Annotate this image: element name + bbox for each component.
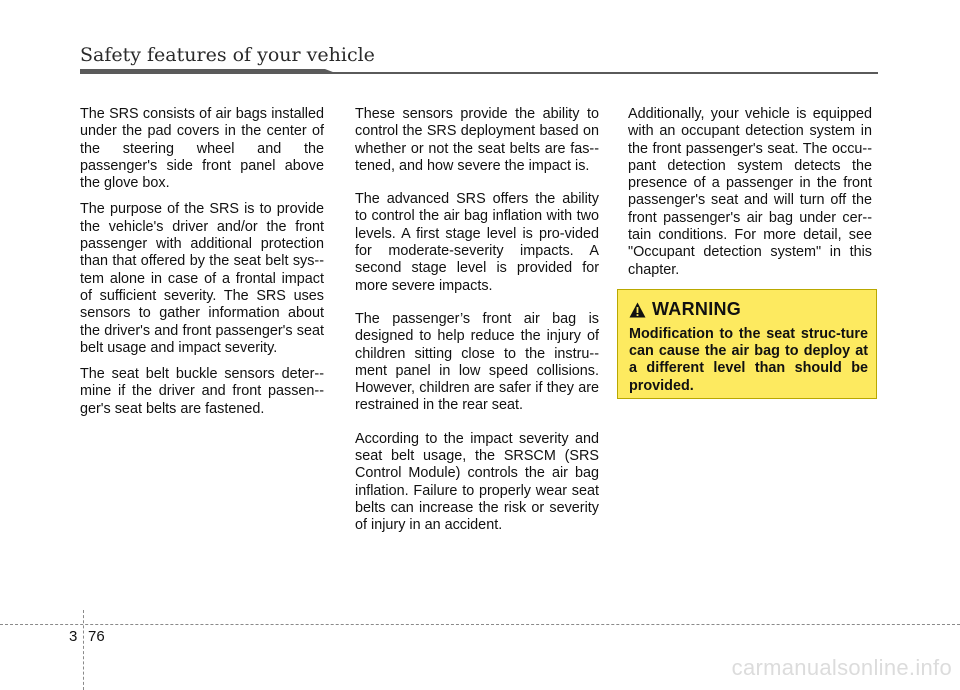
- watermark: carmanualsonline.info: [731, 655, 952, 680]
- page-number: 76: [88, 628, 105, 645]
- footer-vertical-divider: [83, 610, 84, 690]
- warning-title: WARNING: [652, 299, 742, 319]
- paragraph: The advanced SRS offers the ability to control the air bag inflation with two levels. A first stage level is pro-vided for moderate-severity impacts. A second stage level is provided for more severe impacts.: [355, 191, 599, 294]
- warning-triangle-icon: [629, 302, 646, 318]
- paragraph: Additionally, your vehicle is equipped with an occupant detection system in the front passenger's seat. The occu-pant detection system detects the presence of a passenger in the front passenger's seat and will turn off the front passenger's air bag under cer-tain conditions. For more detail, see "Occupant detection system" in this chapter.: [628, 106, 872, 278]
- text-column-2: [355, 106, 599, 535]
- paragraph: According to the impact severity and seat belt usage, the SRSCM (SRS Control Module) controls the air bag inflation. Failure to properly wear seat belts can increase the risk or severity of injury in an accident.: [355, 430, 599, 534]
- paragraph: The SRS consists of air bags installed under the pad covers in the center of the steering wheel and the passenger's side front panel above the glove box.: [80, 106, 324, 192]
- chapter-number: 3: [69, 628, 78, 645]
- header-bar: [80, 69, 338, 74]
- paragraph: The purpose of the SRS is to provide the vehicle's driver and/or the front passenger with additional protection than that offered by the seat belt sys-tem alone in case of a frontal impact of sufficient severity. The SRS uses sensors to gather information about the driver's and front passenger's seat belt usage and impact severity.: [80, 201, 324, 356]
- paragraph: The seat belt buckle sensors deter-mine if the driver and front passen-ger's seat belts are fastened.: [80, 366, 324, 417]
- page-header-title: Safety features of your vehicle: [80, 44, 375, 66]
- text-column-3: [628, 106, 872, 279]
- paragraph: The passenger’s front air bag is designed to help reduce the injury of children sitting close to the instru-ment panel in low speed collisions. However, children are safer if they are restrained in the rear seat.: [355, 310, 599, 414]
- footer-divider: [0, 624, 960, 625]
- paragraph: These sensors provide the ability to control the SRS deployment based on whether or not the seat belts are fas-tened, and how severe the impact is.: [355, 106, 599, 174]
- warning-text: Modification to the seat struc-ture can cause the air bag to deploy at a different level than should be provided.: [629, 326, 868, 394]
- header-rule: [330, 72, 878, 74]
- text-column-1: [80, 106, 324, 418]
- warning-box: [617, 289, 877, 399]
